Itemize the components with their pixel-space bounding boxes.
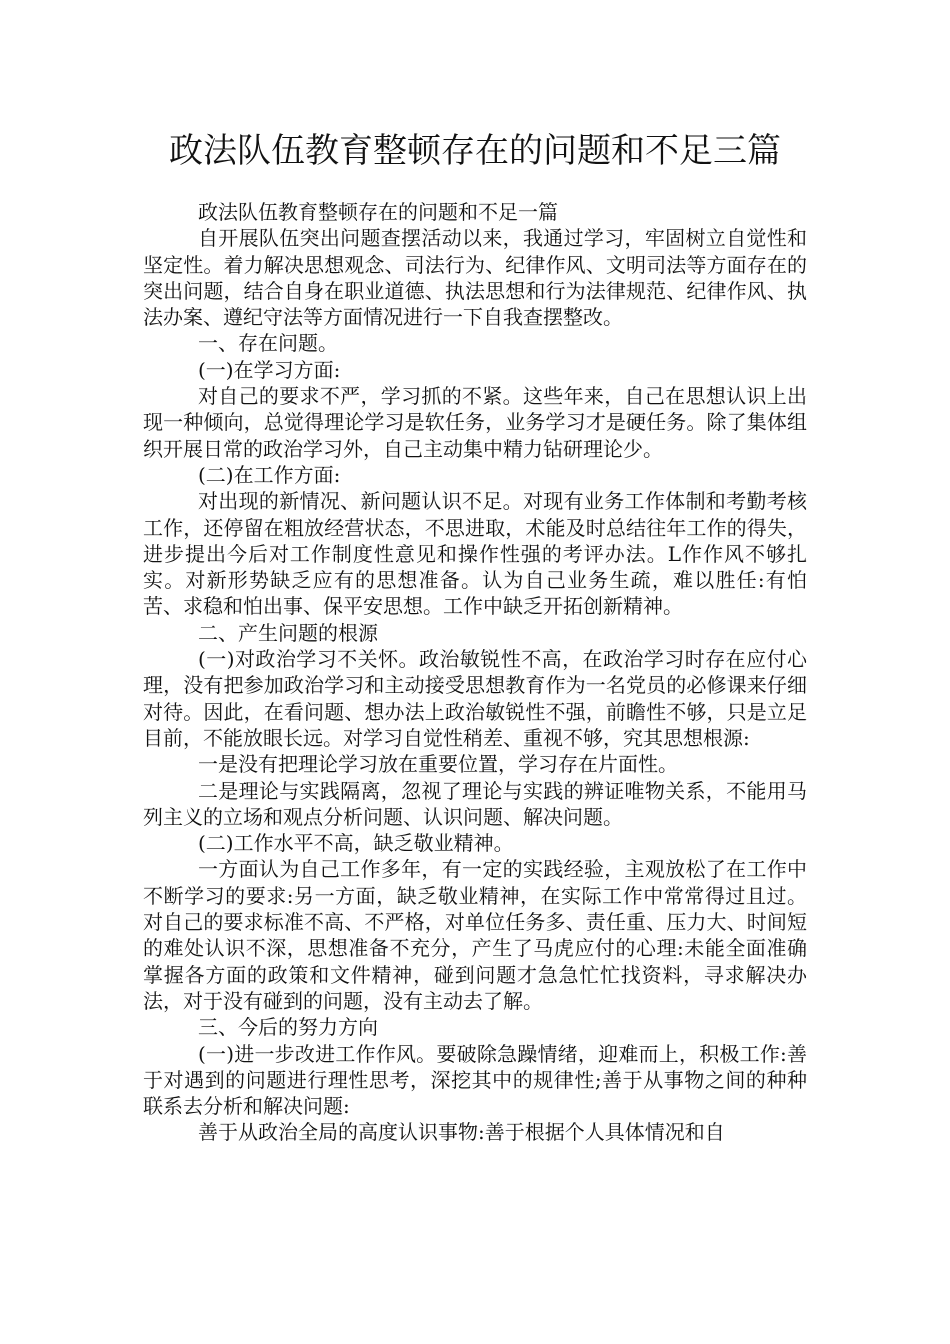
heading-subsection-1-2: (二)在工作方面: [198,462,341,487]
heading-section-2: 二、产生问题的根源 [198,620,378,645]
heading-section-1: 一、存在问题。 [198,331,338,356]
document-title: 政法队伍教育整顿存在的问题和不足三篇 [169,131,781,171]
paragraph-political-view: 善于从政治全局的高度认识事物:善于根据个人具体情况和自 [198,1120,725,1145]
paragraph-point-2: 二是理论与实践隔离，忽视了理论与实践的辨证唯物关系，不能用马列主义的立场和观点分析问题、认识问题、解决问题。 [143,778,807,829]
document-body [143,199,807,1146]
heading-section-3: 三、今后的努力方向 [198,1015,378,1040]
paragraph-intro: 自开展队伍突出问题查摆活动以来，我通过学习，牢固树立自觉性和坚定性。着力解决思想观念、司法行为、纪律作风、文明司法等方面存在的突出问题，结合自身在职业道德、执法思想和行为法律规范、纪律作风、执法办案、遵纪守法等方面情况进行一下自我查摆整改。 [143,226,807,330]
paragraph-work-level: 一方面认为自己工作多年，有一定的实践经验，主观放松了在工作中不断学习的要求:另一方面，缺乏敬业精神，在实际工作中常常得过且过。对自己的要求标准不高、不严格，对单位任务多、责任重、压力大、时间短的难处认识不深，思想准备不充分，产生了马虎应付的心理:未能全面准确掌握各方面的政策和文件精神，碰到问题才急急忙忙找资料，寻求解决办法，对于没有碰到的问题，没有主动去了解。 [143,857,807,1013]
paragraph-improve-style: (一)进一步改进工作作风。要破除急躁情绪，迎难而上，积极工作:善于对遇到的问题进行理性思考，深挖其中的规律性;善于从事物之间的种种联系去分析和解决问题: [143,1041,807,1119]
paragraph-point-1: 一是没有把理论学习放在重要位置，学习存在片面性。 [198,752,678,777]
paragraph-study: 对自己的要求不严，学习抓的不紧。这些年来，自己在思想认识上出现一种倾向，总觉得理论学习是软任务，业务学习才是硬任务。除了集体组织开展日常的政治学习外，自己主动集中精力钻研理论少。 [143,384,807,461]
heading-subsection-1-1: (一)在学习方面: [198,357,341,382]
paragraph-work: 对出现的新情况、新问题认识不足。对现有业务工作体制和考勤考核工作，还停留在粗放经营状态，不思进取，术能及时总结往年工作的得失，进步提出今后对工作制度性意见和操作性强的考评办法。L作作风不够扎实。对新形势缺乏应有的思想准备。认为自己业务生疏，难以胜任:有怕苦、求稳和怕出事、保平安思想。工作中缺乏开拓创新精神。 [143,489,807,619]
paragraph-political-study: (一)对政治学习不关怀。政治敏锐性不高，在政治学习时存在应付心理，没有把参加政治学习和主动接受思想教育作为一名党员的必修课来仔细对待。因此，在看问题、想办法上政治敏锐性不强，前瞻性不够，只是立足目前，不能放眼长远。对学习自觉性稍差、重视不够，究其思想根源: [143,647,807,750]
paragraph-subtitle: 政法队伍教育整顿存在的问题和不足一篇 [198,200,558,224]
heading-subsection-2-2: (二)工作水平不高，缺乏敬业精神。 [198,831,514,856]
